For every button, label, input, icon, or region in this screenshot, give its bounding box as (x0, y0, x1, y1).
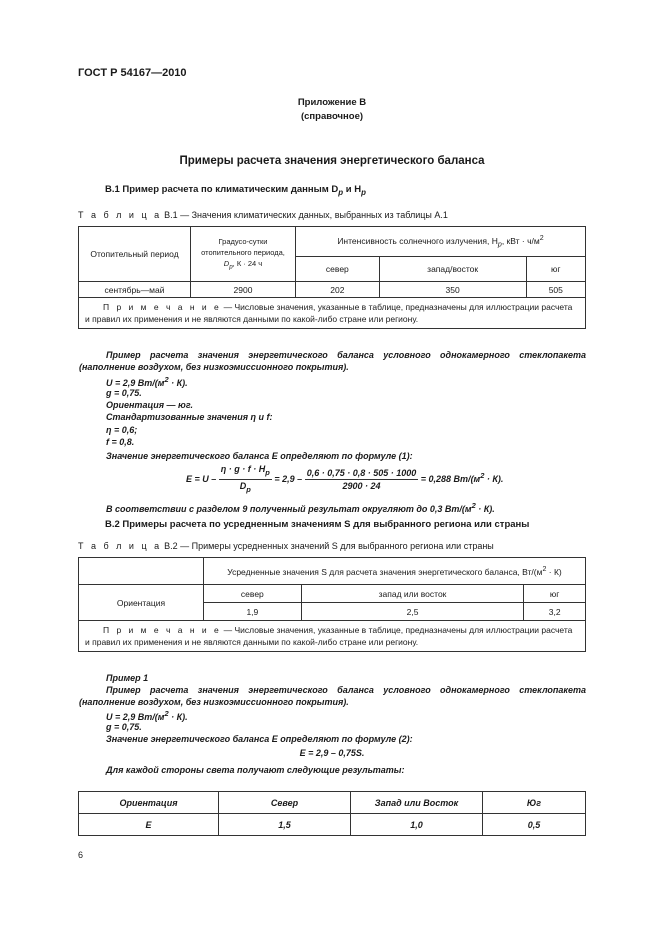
formula-rhs-sup: 2 (480, 470, 485, 480)
table2-note-text: — Числовые значения, указанные в таблице, предназначены для иллюстрации расчета и правил их применения и не являются данными по какой-либо стране или региону. (85, 625, 573, 647)
formula-fraction-1 (219, 463, 272, 496)
formula-mid: = 2,9 – (274, 473, 303, 484)
table1-cell-period: сентябрь—май (79, 282, 191, 298)
table2-caption-text: В.2 — Примеры усредненных значений S для выбранного региона или страны (161, 541, 494, 551)
results-table (78, 791, 586, 836)
table3-header-south: Юг (483, 792, 586, 814)
table1-intensity-label: Интенсивность солнечного излучения, H (337, 236, 498, 247)
appendix-title: Приложение В (297, 97, 367, 108)
table1-degree-days-symbol: D (223, 258, 230, 268)
table3-cell-south: 0,5 (483, 814, 586, 836)
appendix-heading (78, 96, 586, 124)
table3-header-orientation: Ориентация (79, 792, 219, 814)
table1-cell-west-east: 350 (379, 282, 526, 298)
main-title: Примеры расчета значения энергетического баланса (179, 155, 485, 167)
table2-header-north: север (204, 585, 302, 603)
appendix-type: (справочное) (300, 111, 364, 122)
section-b1-and: и H (343, 184, 362, 195)
climate-data-table (78, 226, 586, 329)
formula-1 (186, 463, 503, 496)
table1-header-intensity (296, 227, 586, 257)
example1-results-intro: Для каждой стороны света получают следующие результаты: (106, 765, 405, 775)
example1-title: Пример 1 (106, 673, 149, 683)
table2-header-orientation: Ориентация (79, 585, 204, 621)
table2-header-sup: 2 (542, 565, 547, 574)
fraction-1-denominator-sub: p (246, 484, 251, 494)
standard-values-line: Стандартизованные значения η и f: (106, 412, 273, 422)
formula-fraction-2 (305, 467, 419, 493)
example1-formula-intro: Значение энергетического баланса E определяют по формуле (2): (106, 734, 413, 744)
section-b2-heading: В.2 Примеры расчета по усредненным значениям S для выбранного региона или страны (105, 519, 530, 530)
table2-caption-prefix: Т а б л и ц а (78, 541, 162, 551)
formula-rhs-end: · К). (484, 473, 504, 484)
table1-degree-days-label: Градусо-сутки отопительного периода, (201, 236, 285, 257)
table1-cell-north: 202 (296, 282, 380, 298)
fraction-1-denominator-text: D (239, 481, 247, 492)
table1-cell-degree-days: 2900 (191, 282, 296, 298)
table2-caption (78, 541, 494, 551)
table2-note-label: П р и м е ч а н и е (103, 625, 222, 635)
table2-header-west-east: запад или восток (301, 585, 524, 603)
table1-header-south: юг (526, 257, 585, 282)
example1-u-text: U = 2,9 Вт/(м (106, 712, 165, 722)
table3-cell-north: 1,5 (219, 814, 351, 836)
table2-header-text: Усредненные значения S для расчета значения энергетического баланса, Вт/(м (227, 566, 543, 577)
table2-header-south: юг (524, 585, 586, 603)
eta-value: η = 0,6; (106, 425, 138, 435)
g-value: g = 0,75. (106, 388, 142, 398)
table2-header-end: · К) (546, 566, 562, 577)
table2-cell-north: 1,9 (204, 603, 302, 621)
u-value-sup: 2 (164, 375, 169, 384)
table1-intensity-unit: , кВт · ч/м (501, 236, 540, 247)
table1-caption (78, 210, 448, 220)
table2-header (204, 558, 586, 585)
table1-caption-text: В.1 — Значения климатических данных, выбранных из таблицы А.1 (161, 210, 448, 220)
rounding-text: В соответствии с разделом 9 полученный результат округляют до 0,3 Вт/(м (106, 504, 472, 514)
section-b1-sub: p (338, 187, 344, 197)
table1-degree-days-sub: p (229, 263, 233, 271)
table3-header-west-east: Запад или Восток (351, 792, 483, 814)
average-values-table (78, 557, 586, 652)
fraction-1-numerator (219, 463, 272, 480)
document-header: ГОСТ Р 54167—2010 (78, 67, 187, 79)
table2-cell-west-east: 2,5 (301, 603, 524, 621)
table1-note-text: — Числовые значения, указанные в таблице, предназначены для иллюстрации расчета и правил их применения и не являются данными по какой-либо стране или региону. (85, 302, 573, 324)
fraction-2-numerator: 0,6 · 0,75 · 0,8 · 505 · 1000 (305, 467, 419, 480)
table1-header-period: Отопительный период (79, 227, 191, 282)
fraction-1-denominator (219, 480, 272, 496)
table-row (79, 282, 586, 298)
fraction-1-numerator-sub: p (265, 467, 270, 477)
example1-formula: E = 2,9 – 0,75S. (299, 748, 365, 758)
section-b1-text: В.1 Пример расчета по климатическим данным D (105, 184, 339, 195)
u-value-text: U = 2,9 Вт/(м (106, 378, 165, 388)
table1-note-label: П р и м е ч а н и е (103, 302, 222, 312)
table1-cell-south: 505 (526, 282, 585, 298)
table2-cell-south: 3,2 (524, 603, 586, 621)
example-intro: Пример расчета значения энергетического баланса условного однокамерного стеклопакета (наполнение воздухом, без низкоэмиссионного покрытия). (79, 350, 586, 373)
page-number: 6 (78, 850, 84, 860)
table1-caption-prefix: Т а б л и ц а (78, 210, 162, 220)
table2-empty-corner (79, 558, 204, 585)
example1-g-value: g = 0,75. (106, 722, 142, 732)
table1-header-west-east: запад/восток (379, 257, 526, 282)
formula-lhs: E = U – (186, 473, 217, 484)
orientation-line: Ориентация — юг. (106, 400, 194, 410)
section-b1-sub2: p (361, 187, 366, 197)
rounding-sup: 2 (471, 501, 476, 510)
formula-intro: Значение энергетического баланса E определяют по формуле (1): (106, 451, 413, 461)
table1-header-north: север (296, 257, 380, 282)
table1-header-degree-days (191, 227, 296, 282)
formula-rhs: = 0,288 Вт/(м (420, 473, 481, 484)
example1-intro: Пример расчета значения энергетического баланса условного однокамерного стеклопакета (наполнение воздухом, без низкоэмиссионного покрытия). (79, 685, 586, 708)
table3-header-north: Север (219, 792, 351, 814)
table1-degree-days-unit: , К · 24 ч (232, 258, 263, 268)
table1-note (79, 298, 586, 329)
section-b1-heading (105, 184, 366, 197)
table-row (79, 814, 586, 836)
example1-u-end: · К). (168, 712, 188, 722)
fraction-2-denominator: 2900 · 24 (342, 481, 381, 492)
table1-intensity-sup: 2 (539, 234, 544, 243)
example1-u-sup: 2 (164, 709, 169, 718)
table1-intensity-sub: p (497, 240, 502, 249)
rounding-line (106, 500, 495, 515)
fraction-1-numerator-text: η · g · f · H (220, 464, 266, 474)
u-value-end: · К). (168, 378, 188, 388)
table2-note (79, 621, 586, 652)
table3-cell-west-east: 1,0 (351, 814, 483, 836)
rounding-end: · К). (475, 504, 495, 514)
f-value: f = 0,8. (106, 437, 135, 447)
table3-cell-label: E (79, 814, 219, 836)
